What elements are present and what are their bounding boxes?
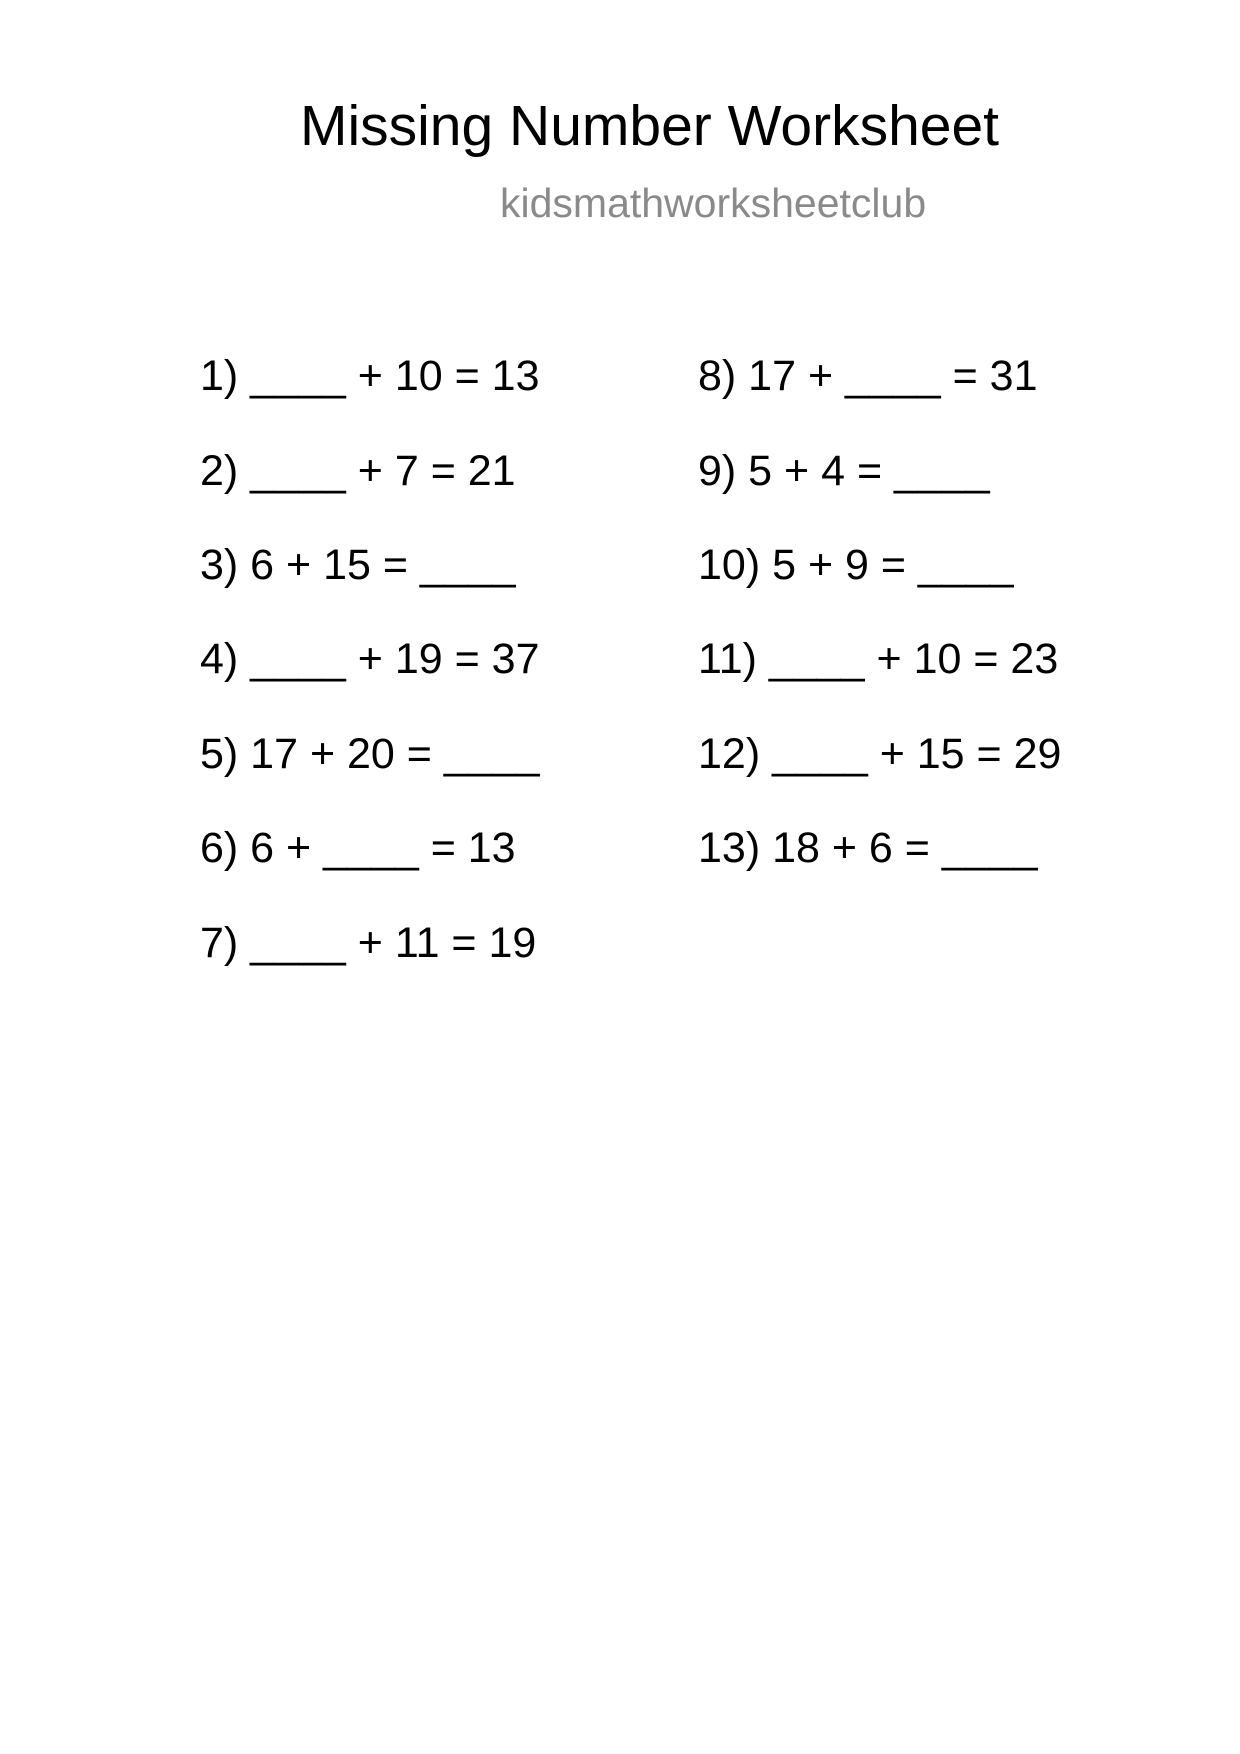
problem-7: 7) ____ + 11 = 19 bbox=[200, 919, 537, 967]
problem-9: 9) 5 + 4 = ____ bbox=[698, 447, 990, 495]
problem-4: 4) ____ + 19 = 37 bbox=[200, 635, 540, 683]
problem-10: 10) 5 + 9 = ____ bbox=[698, 541, 1014, 589]
problem-3: 3) 6 + 15 = ____ bbox=[200, 541, 516, 589]
problem-5: 5) 17 + 20 = ____ bbox=[200, 730, 540, 778]
problem-8: 8) 17 + ____ = 31 bbox=[698, 352, 1038, 400]
problem-6: 6) 6 + ____ = 13 bbox=[200, 824, 516, 872]
problem-1: 1) ____ + 10 = 13 bbox=[200, 352, 540, 400]
worksheet-subtitle: kidsmathworksheetclub bbox=[500, 180, 927, 226]
problem-13: 13) 18 + 6 = ____ bbox=[698, 824, 1038, 872]
problem-12: 12) ____ + 15 = 29 bbox=[698, 730, 1062, 778]
problem-2: 2) ____ + 7 = 21 bbox=[200, 447, 516, 495]
worksheet-title: Missing Number Worksheet bbox=[300, 94, 1000, 158]
problem-11: 11) ____ + 10 = 23 bbox=[698, 635, 1059, 683]
